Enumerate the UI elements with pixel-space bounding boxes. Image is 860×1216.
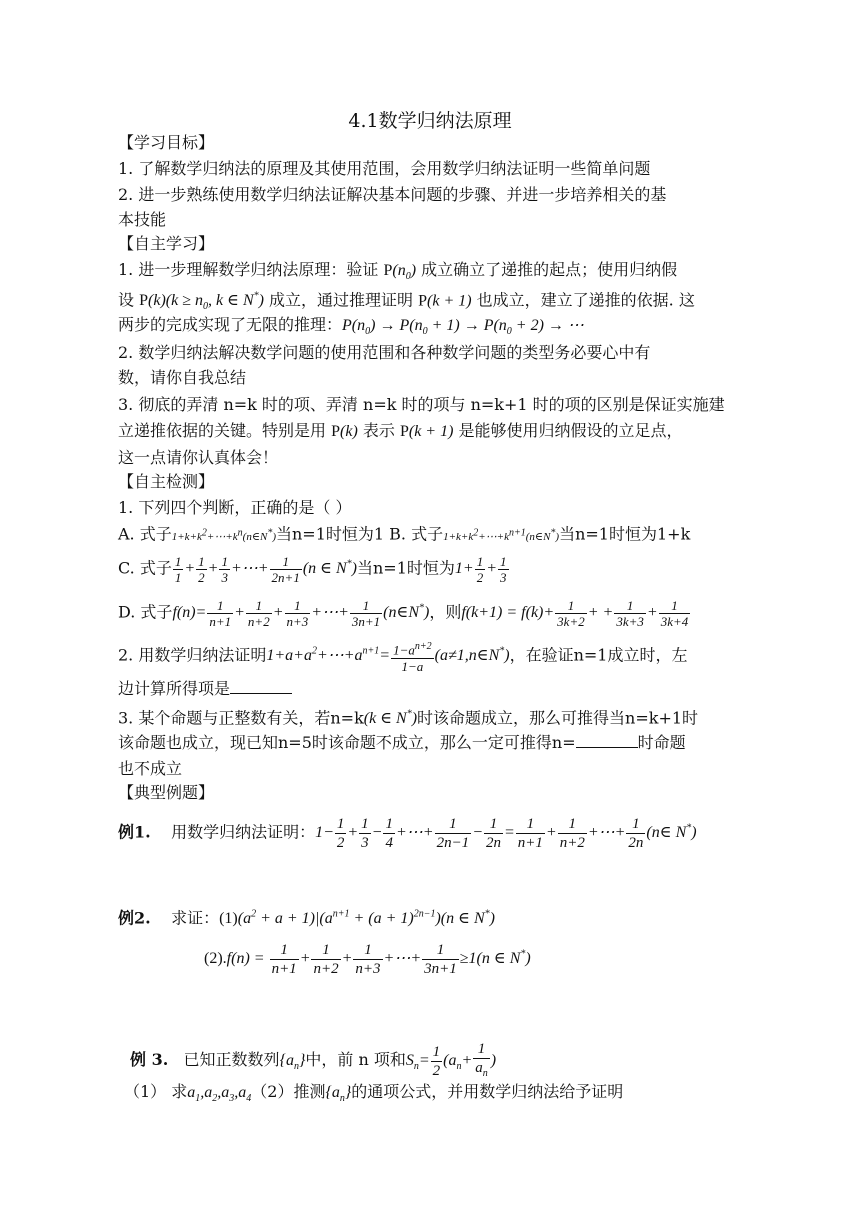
formula-k-in-N: (k ∈ N*) xyxy=(363,709,418,728)
section-objectives: 【学习目标】 xyxy=(118,133,215,152)
formula-S-n: $S_n=$ $\frac{1}{2}$ ($a_n+$ $\frac{1}{a_n}$ ) xyxy=(405,1041,497,1079)
example-2-label: 例2. xyxy=(118,908,151,928)
question-2-line1: 2. 用数学归纳法证明$1+a+a^2+\cdots+a^{n+1}=$ $\frac{1-a^{n+2}}{1-a}$ (a≠1,n∈N*)，在验证n=1成立时，左 xyxy=(118,641,688,674)
objective-2: 2. 进一步熟练使用数学归纳法证解决基本问题的步骤、并进一步培养相关的基 xyxy=(118,185,667,204)
self-study-p1-line3: 两步的完成实现了无限的推理：$P(n_0) \to P(n_0 + 1) \to P(n_0 + 2)$ → ⋯ xyxy=(118,315,584,338)
example-2-part-1: 例2. 求证：$(1)(a^2 + a + 1)|(a^{n+1} + (a + 1)^{2n-1})(n$ ∈ N*) xyxy=(118,908,495,928)
self-study-p1-line2: 设 $P(k)(k \ge n_0$, k ∈ N*) 成立，通过推理证明 P(k + 1) 也成立，建立了递推的依据. 这 xyxy=(118,290,695,313)
formula-example-2-part-1: $(1)(a^2 + a + 1)|(a^{n+1} + (a + 1)^{2n-1})(n$ ∈ N*) xyxy=(219,909,495,928)
answer-blank-q3[interactable] xyxy=(576,733,638,748)
formula-question-2: $1+a+a^2+\cdots+a^{n+1}=$ $\frac{1-a^{n+2}}{1-a}$ (a≠1,n∈N*) xyxy=(266,641,510,674)
example-3-label: 例 3. xyxy=(130,1050,169,1070)
self-study-p2-line1: 2. 数学归纳法解决数学问题的使用范围和各种数学问题的类型务必要心中有 xyxy=(118,343,651,362)
formula-P-k-plus-1-b: P(k + 1) xyxy=(399,423,454,440)
section-self-study: 【自主学习】 xyxy=(118,234,215,253)
example-3-questions: （1） 求$a_1,a_2,a_3,a_4(2)$推测$\{a_n\}$的通项公式，并用数学归纳法给予证明 xyxy=(124,1082,624,1105)
formula-option-a: $1+k+k^2+\cdots+k^n(n\in N^*)$ xyxy=(171,527,276,543)
example-2-part-2 xyxy=(204,938,531,978)
formula-option-d-recursion: f(k+1) = f(k)+ $\frac{1}{3k+2}$ + + $\frac{1}{3k+3}$ + $\frac{1}{3k+4}$ xyxy=(461,598,689,630)
formula-option-b: $1+k+k^2+\cdots+k^{n+1}(n\in N^*)$ xyxy=(443,527,560,543)
answer-blank-q2[interactable] xyxy=(230,679,292,694)
self-study-p3-line1: 3. 彻底的弄清 n=k 时的项、弄清 n=k 时的项与 n=k+1 时的项的区别是保证实施建 xyxy=(118,395,725,414)
formula-example-2-part-2: (2).f(n) = $\frac{1}{n+1}$ + $\frac{1}{n+2}$ + $\frac{1}{n+3}$ +⋯+ $\frac{1}{3n+1}$ ≥1(n ∈ N*) xyxy=(204,942,531,978)
formula-option-d: f(n)= $\frac{1}{n+1}$ + $\frac{1}{n+2}$ + $\frac{1}{n+3}$ +⋯+ $\frac{1}{3n+1}$ (n∈N*) xyxy=(172,598,430,630)
question-3-line1: 3. 某个命题与正整数有关，若n=k(k ∈ N*)时该命题成立，那么可推得当n=k+1时 xyxy=(118,708,699,728)
page-title: 4.1数学归纳法原理 xyxy=(348,110,512,132)
formula-sequence-a-n: $\{a_n\}$ xyxy=(279,1052,306,1073)
formula-example-1: 1− $\frac{1}{2}$ + $\frac{1}{3}$ − $\frac{1}{4}$ +⋯+ $\frac{1}{2n-1}$ − $\frac{1}{2n}$ = $\frac{1}{n+1}$ + $\frac{1}{n+2}$ +⋯+ $\frac{1}{2n}$ (n∈ N*) xyxy=(315,816,697,852)
self-study-p2-line2: 数，请你自我总结 xyxy=(118,368,247,387)
example-1-label: 例1. xyxy=(118,822,151,842)
formula-a1-a4: $a_1,a_2,a_3,a_4$ xyxy=(187,1084,252,1105)
formula-P-k-hypothesis: $P(k)(k \ge n_0$, k ∈ N*) xyxy=(139,291,264,313)
question-3-line3: 也不成立 xyxy=(118,759,183,778)
question-1-option-d: D. 式子f(n)= $\frac{1}{n+1}$ + $\frac{1}{n+2}$ + $\frac{1}{n+3}$ +⋯+ $\frac{1}{3n+1}$ (n∈N*)，则f(k+1) = f(k)+ $\frac{1}{3k+2}$ + + $\frac{1}{3k+3}$ + $\frac{1}{3k+4}$ xyxy=(118,594,691,629)
question-3-line2: 该命题也成立，现已知n=5时该命题不成立，那么一定可推得n= 时命题 xyxy=(118,733,686,752)
section-examples: 【典型例题】 xyxy=(118,783,215,802)
formula-infinite-chain: $P(n_0) \to P(n_0 + 1) \to P(n_0 + 2)$ → ⋯ xyxy=(342,317,584,338)
question-1-option-c: C. 式子 $\frac{1}{1}$ + $\frac{1}{2}$ + $\frac{1}{3}$ +⋯+ $\frac{1}{2n+1}$ (n ∈ N*)当n=1时恒为1+ $\frac{1}{2}$ + $\frac{1}{3}$ xyxy=(118,550,510,585)
objective-1: 1. 了解数学归纳法的原理及其使用范围，会用数学归纳法证明一些简单问题 xyxy=(118,159,651,178)
formula-option-c-value: 1+ $\frac{1}{2}$ + $\frac{1}{3}$ xyxy=(454,554,507,586)
question-1-options-ab: A. 式子$1+k+k^2+\cdots+k^n(n\in N^*)$当n=1时恒为1 B. 式子$1+k+k^2+\cdots+k^{n+1}(n\in N^*)$当n=1时恒为1+k xyxy=(118,524,691,544)
example-3: 例 3. 已知正数数列$\{a_n\}$中，前 n 项和$S_n=$ $\frac{1}{2}$ ($a_n+$ $\frac{1}{a_n}$ ) xyxy=(130,1041,497,1079)
question-2-line2: 边计算所得项是 xyxy=(118,677,292,701)
example-1: 例1. 用数学归纳法证明：1− $\frac{1}{2}$ + $\frac{1}{3}$ − $\frac{1}{4}$ +⋯+ $\frac{1}{2n-1}$ − $\frac{1}{2n}$ = $\frac{1}{n+1}$ + $\frac{1}{n+2}$ +⋯+ $\frac{1}{2n}$ (n∈ N*) xyxy=(118,816,697,852)
formula-P-n0: $P(n_0)$ xyxy=(383,262,417,283)
formula-P-k-plus-1: P(k + 1) xyxy=(418,292,472,310)
formula-option-c: $\frac{1}{1}$ + $\frac{1}{2}$ + $\frac{1}{3}$ +⋯+ $\frac{1}{2n+1}$ (n ∈ N*) xyxy=(174,554,357,586)
question-1: 1. 下列四个判断，正确的是（ ） xyxy=(118,498,352,517)
section-self-check: 【自主检测】 xyxy=(118,472,215,491)
self-study-p1-line1: 1. 进一步理解数学归纳法原理：验证 $P(n_0)$ 成立确立了递推的起点；使用归纳假 xyxy=(118,260,678,283)
self-study-p3-line3: 这一点请你认真体会！ xyxy=(118,448,279,467)
formula-P-k: P(k) xyxy=(331,423,358,440)
self-study-p3-line2: 立递推依据的关键。特别是用 P(k) 表示 P(k + 1) 是能够使用归纳假设的立足点， xyxy=(118,421,683,440)
objective-2-cont: 本技能 xyxy=(118,210,167,229)
formula-sequence-a-n-b: $\{a_n\}$ xyxy=(325,1084,352,1105)
